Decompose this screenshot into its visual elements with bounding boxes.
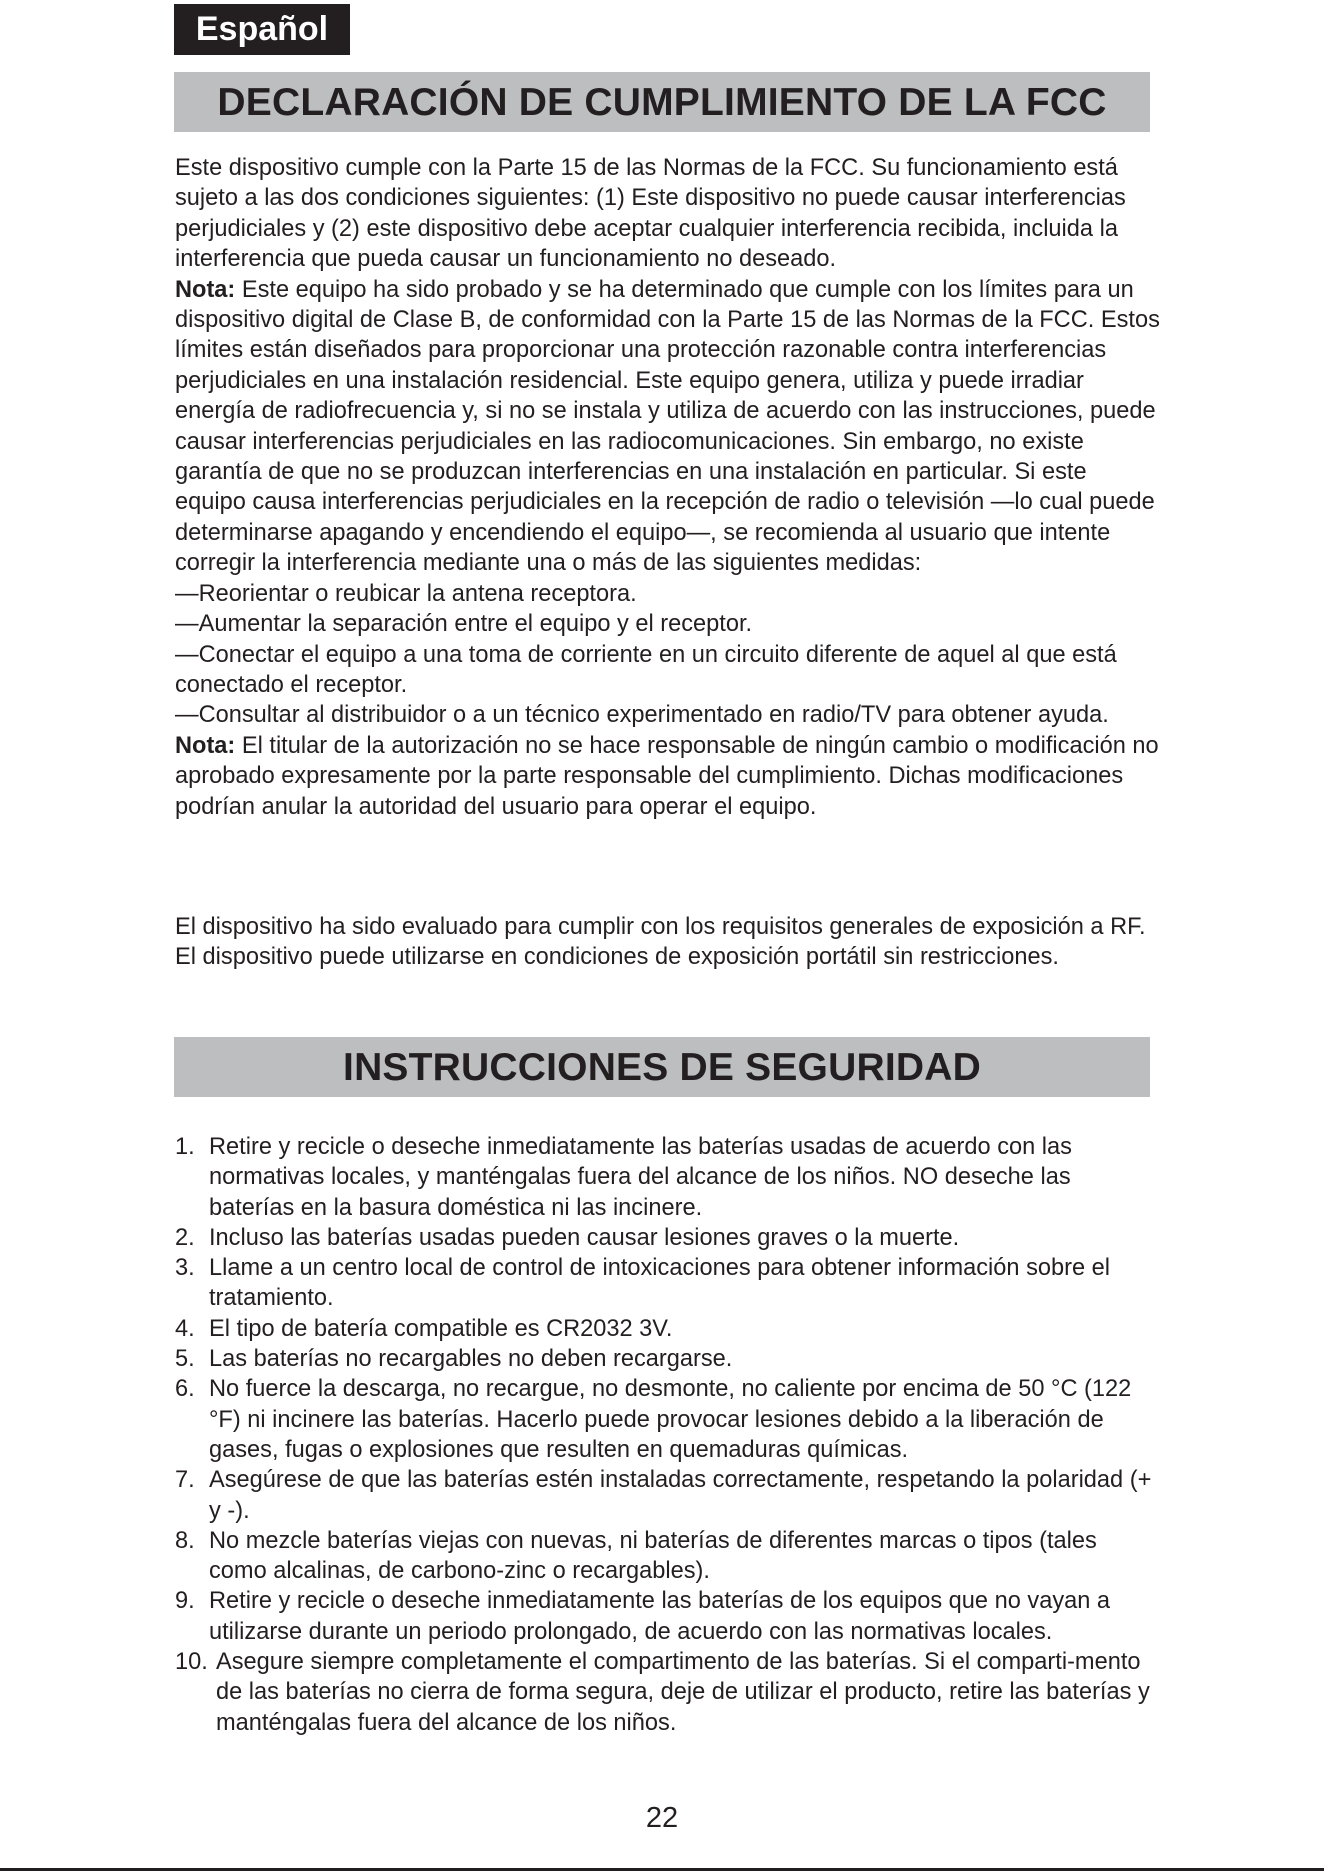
safety-instructions-list — [175, 1132, 1160, 1738]
safety-section-title: INSTRUCCIONES DE SEGURIDAD — [174, 1037, 1150, 1097]
measure-item: —Consultar al distribuidor o a un técnico experimentado en radio/TV para obtener ayuda. — [175, 702, 1109, 729]
fcc-statement — [175, 153, 1160, 822]
item-text: No mezcle baterías viejas con nuevas, ni baterías de diferentes marcas o tipos (tales como alcalinas, de carbono-zinc o recargables). — [209, 1527, 1097, 1585]
fcc-paragraph: Este dispositivo cumple con la Parte 15 de las Normas de la FCC. Su funcionamiento está sujeto a las dos condiciones siguientes: (1) Este dispositivo no puede causar interferencias perjudiciales y (2) este dispositivo debe aceptar cualquier interferencia recibida, incluida la interferencia que pueda causar un funcionamiento no deseado. — [175, 155, 1126, 273]
fcc-note-paragraph — [175, 731, 1160, 822]
item-text: Incluso las baterías usadas pueden causar lesiones graves o la muerte. — [209, 1224, 960, 1251]
note-label: Nota: — [175, 732, 236, 759]
rf-paragraph: El dispositivo ha sido evaluado para cumplir con los requisitos generales de exposición a RF. El dispositivo puede utilizarse en condiciones de exposición portátil sin restricciones. — [175, 914, 1146, 971]
item-text: Llame a un centro local de control de intoxicaciones para obtener información sobre el tratamiento. — [209, 1255, 1111, 1312]
item-text: Asegure siempre completamente el compartimento de las baterías. Si el comparti-mento de las baterías no cierra de forma segura, deje de utilizar el producto, retire las baterías y manténgalas fuera del alcance de los niños. — [216, 1649, 1150, 1736]
item-text: Retire y recicle o deseche inmediatamente las baterías usadas de acuerdo con las normativas locales, y manténgalas fuera del alcance de los niños. NO deseche las baterías en la basura doméstica ni las incinere. — [209, 1134, 1072, 1221]
note-text: Este equipo ha sido probado y se ha determinado que cumple con los límites para un dispositivo digital de Clase B, de conformidad con la Parte 15 de las Normas de la FCC. Estos límites están diseñados para proporcionar una protección razonable contra interferencias perjudiciales en una instalación residencial. Este equipo genera, utiliza y puede irradiar energía de radiofrecuencia y, si no se instala y utiliza de acuerdo con las instrucciones, puede causar interferencias perjudiciales en las radiocomunicaciones. Sin embargo, no existe garantía de que no se produzcan interferencias en una instalación en particular. Si este equipo causa interferencias perjudiciales en la recepción de radio o televisión —lo cual puede determinarse apagando y encendiendo el equipo—, se recomienda al usuario que intente corregir la interferencia mediante una o más de las siguientes medidas: — [175, 276, 1160, 577]
item-text: Retire y recicle o deseche inmediatamente las baterías de los equipos que no vayan a utilizarse durante un periodo prolongado, de acuerdo con las normativas locales. — [209, 1588, 1111, 1645]
item-number: 10. — [175, 1649, 208, 1676]
note-text: El titular de la autorización no se hace responsable de ningún cambio o modificación no aprobado expresamente por la parte responsable del cumplimiento. Dichas modificaciones podrían anular la autoridad del usuario para operar el equipo. — [175, 732, 1159, 820]
page-number: 22 — [645, 1802, 679, 1834]
measure-item: —Reorientar o reubicar la antena receptora. — [175, 580, 637, 607]
item-text: Asegúrese de que las baterías estén instaladas correctamente, respetando la polaridad (+ y -). — [209, 1467, 1152, 1524]
list-item — [175, 1223, 1160, 1253]
list-item — [175, 1526, 1160, 1587]
item-text: El tipo de batería compatible es CR2032 3V. — [209, 1315, 673, 1342]
list-item — [175, 1344, 1160, 1374]
item-text: Las baterías no recargables no deben recargarse. — [209, 1346, 733, 1373]
measure-item: —Aumentar la separación entre el equipo y el receptor. — [175, 611, 753, 638]
item-text: No fuerce la descarga, no recargue, no desmonte, no caliente por encima de 50 °C (122 °F) ni incinere las baterías. Hacerlo puede provocar lesiones debido a la liberación de gases, fugas o explosiones que resulten en quemaduras químicas. — [209, 1376, 1132, 1463]
language-tab: Español — [174, 4, 350, 55]
item-number: 9. — [175, 1588, 195, 1615]
item-number: 4. — [175, 1315, 195, 1342]
bottom-divider — [0, 1868, 1324, 1871]
item-number: 8. — [175, 1527, 195, 1554]
list-item — [175, 1132, 1160, 1223]
list-item — [175, 1314, 1160, 1344]
item-number: 6. — [175, 1376, 195, 1403]
item-number: 1. — [175, 1134, 195, 1160]
fcc-note-paragraph — [175, 275, 1160, 579]
fcc-section-title: DECLARACIÓN DE CUMPLIMIENTO DE LA FCC — [174, 72, 1150, 132]
list-item — [175, 1586, 1160, 1647]
list-item — [175, 1465, 1160, 1526]
rf-exposure-statement — [175, 912, 1160, 973]
item-number: 7. — [175, 1467, 195, 1494]
measure-item: —Conectar el equipo a una toma de corriente en un circuito diferente de aquel al que está conectado el receptor. — [175, 641, 1117, 698]
item-number: 3. — [175, 1255, 195, 1282]
list-item — [175, 1374, 1160, 1465]
list-item — [175, 1253, 1160, 1314]
list-item — [175, 1647, 1160, 1738]
note-label: Nota: — [175, 276, 236, 303]
item-number: 5. — [175, 1346, 195, 1373]
item-number: 2. — [175, 1224, 195, 1251]
